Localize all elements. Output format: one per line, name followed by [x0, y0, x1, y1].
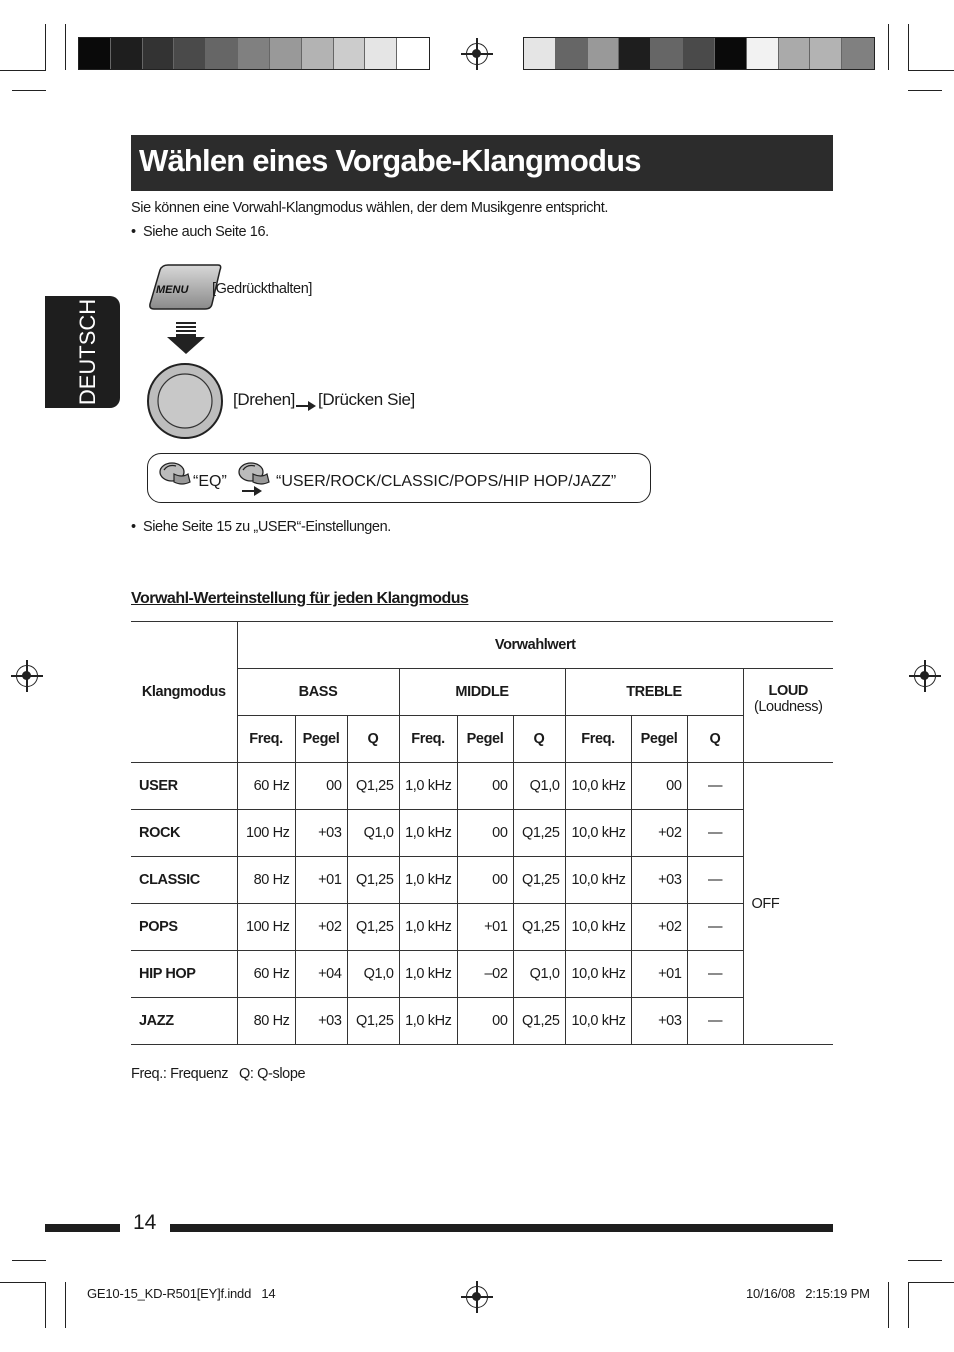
group-header-middle: MIDDLE	[399, 669, 565, 716]
crop-mark	[12, 1260, 46, 1261]
bass-level-cell: +01	[295, 857, 347, 904]
bass-q-cell: Q1,25	[347, 998, 399, 1045]
middle-q-cell: Q1,25	[513, 810, 565, 857]
crop-mark	[888, 1282, 889, 1328]
bass-q-cell: Q1,25	[347, 763, 399, 810]
bullet-user-settings	[131, 519, 391, 535]
eq-mode-options: “USER/ROCK/CLASSIC/POPS/HIP HOP/JAZZ”	[276, 473, 617, 490]
bass-freq-cell: 100 Hz	[237, 810, 295, 857]
treble-q-cell: —	[687, 810, 743, 857]
intro-text: Sie können eine Vorwahl-Klangmodus wählen, der dem Musikgenre entspricht.	[131, 200, 608, 216]
bass-freq-cell: 60 Hz	[237, 951, 295, 998]
treble-freq-cell: 10,0 kHz	[565, 810, 631, 857]
mode-cell: HIP HOP	[131, 951, 237, 998]
middle-level-cell: 00	[457, 998, 513, 1045]
slug-date-time: 10/16/08 2:15:19 PM	[746, 1286, 870, 1301]
footer-bar	[45, 1224, 120, 1232]
registration-mark-icon	[466, 1286, 488, 1308]
color-swatch-strip-right	[523, 37, 875, 70]
down-arrow-icon	[166, 322, 206, 356]
loud-sub-label: (Loudness)	[753, 699, 823, 715]
col-header-preset: Vorwahlwert	[237, 622, 833, 669]
middle-level-cell: –02	[457, 951, 513, 998]
color-swatch-strip-left	[78, 37, 430, 70]
middle-level-cell: 00	[457, 810, 513, 857]
group-header-treble: TREBLE	[565, 669, 743, 716]
sub-header-q: Q	[513, 716, 565, 763]
crop-mark	[888, 24, 889, 70]
table-row	[131, 763, 833, 810]
bullet-see-also	[131, 224, 269, 240]
right-arrow-icon	[242, 483, 262, 493]
sub-header-q: Q	[687, 716, 743, 763]
crop-mark	[12, 90, 46, 91]
sub-header-freq: Freq.	[565, 716, 631, 763]
group-header-bass: BASS	[237, 669, 399, 716]
bass-freq-cell: 100 Hz	[237, 904, 295, 951]
crop-mark	[65, 24, 66, 70]
bass-q-cell: Q1,25	[347, 904, 399, 951]
treble-level-cell: +02	[631, 904, 687, 951]
treble-q-cell: —	[687, 904, 743, 951]
middle-freq-cell: 1,0 kHz	[399, 763, 457, 810]
menu-action-text: [Gedrückthalten]	[212, 281, 312, 297]
treble-level-cell: +01	[631, 951, 687, 998]
table-row	[131, 857, 833, 904]
bass-freq-cell: 80 Hz	[237, 857, 295, 904]
middle-freq-cell: 1,0 kHz	[399, 810, 457, 857]
sub-header-freq: Freq.	[237, 716, 295, 763]
registration-mark-icon	[16, 665, 38, 687]
bass-level-cell: +02	[295, 904, 347, 951]
page-number: 14	[133, 1211, 157, 1234]
bass-q-cell: Q1,0	[347, 951, 399, 998]
middle-freq-cell: 1,0 kHz	[399, 857, 457, 904]
knob-action-turn: [Drehen]	[233, 390, 296, 409]
treble-freq-cell: 10,0 kHz	[565, 763, 631, 810]
middle-q-cell: Q1,0	[513, 763, 565, 810]
treble-freq-cell: 10,0 kHz	[565, 857, 631, 904]
table-row	[131, 951, 833, 998]
bass-level-cell: 00	[295, 763, 347, 810]
crop-mark	[45, 1282, 46, 1328]
treble-q-cell: —	[687, 763, 743, 810]
right-arrow-icon	[296, 398, 316, 408]
crop-mark	[0, 70, 46, 71]
middle-level-cell: 00	[457, 763, 513, 810]
bass-level-cell: +03	[295, 810, 347, 857]
table-row	[131, 904, 833, 951]
bass-level-cell: +04	[295, 951, 347, 998]
sub-header-level: Pegel	[457, 716, 513, 763]
treble-q-cell: —	[687, 857, 743, 904]
sub-header-level: Pegel	[631, 716, 687, 763]
bass-q-cell: Q1,25	[347, 857, 399, 904]
crop-mark	[908, 1282, 909, 1328]
treble-level-cell: +03	[631, 998, 687, 1045]
slug-file-info: GE10-15_KD-R501[EY]f.indd 14	[87, 1286, 276, 1301]
crop-mark	[65, 1282, 66, 1328]
middle-freq-cell: 1,0 kHz	[399, 951, 457, 998]
crop-mark	[0, 1282, 46, 1283]
bass-level-cell: +03	[295, 998, 347, 1045]
bullet-dot: •	[131, 519, 143, 535]
treble-freq-cell: 10,0 kHz	[565, 904, 631, 951]
table-legend: Freq.: Frequenz Q: Q-slope	[131, 1066, 306, 1082]
crop-mark	[908, 24, 909, 70]
bass-freq-cell: 80 Hz	[237, 998, 295, 1045]
treble-freq-cell: 10,0 kHz	[565, 951, 631, 998]
sub-header-level: Pegel	[295, 716, 347, 763]
crop-mark	[908, 90, 942, 91]
crop-mark	[908, 1282, 954, 1283]
treble-freq-cell: 10,0 kHz	[565, 998, 631, 1045]
preset-value-table	[131, 621, 833, 1045]
middle-level-cell: 00	[457, 857, 513, 904]
loud-label: LOUD	[768, 683, 808, 699]
title-bar	[131, 135, 833, 191]
mode-cell: USER	[131, 763, 237, 810]
registration-mark-icon	[466, 43, 488, 65]
crop-mark	[45, 24, 46, 70]
treble-level-cell: +02	[631, 810, 687, 857]
mode-cell: JAZZ	[131, 998, 237, 1045]
sub-header-q: Q	[347, 716, 399, 763]
menu-button-label: MENU	[156, 284, 189, 296]
crop-mark	[908, 70, 954, 71]
treble-level-cell: 00	[631, 763, 687, 810]
footer-bar	[170, 1224, 833, 1232]
crop-mark	[908, 1260, 942, 1261]
mode-cell: CLASSIC	[131, 857, 237, 904]
loud-value-cell: OFF	[743, 763, 833, 1045]
turn-knob-icon	[158, 460, 192, 488]
middle-q-cell: Q1,25	[513, 998, 565, 1045]
middle-q-cell: Q1,0	[513, 951, 565, 998]
middle-freq-cell: 1,0 kHz	[399, 904, 457, 951]
bass-freq-cell: 60 Hz	[237, 763, 295, 810]
mode-cell: POPS	[131, 904, 237, 951]
middle-level-cell: +01	[457, 904, 513, 951]
col-header-mode: Klangmodus	[131, 622, 237, 763]
sub-header-freq: Freq.	[399, 716, 457, 763]
knob-action-press: [Drücken Sie]	[318, 390, 415, 409]
section-heading: Vorwahl-Werteinstellung für jeden Klangmodus	[131, 590, 469, 607]
middle-q-cell: Q1,25	[513, 857, 565, 904]
control-knob-icon	[146, 362, 224, 440]
eq-first-option: “EQ”	[193, 473, 227, 490]
treble-q-cell: —	[687, 998, 743, 1045]
page-title: Wählen eines Vorgabe-Klangmodus	[139, 143, 641, 178]
table-row	[131, 810, 833, 857]
treble-q-cell: —	[687, 951, 743, 998]
mode-cell: ROCK	[131, 810, 237, 857]
language-label: DEUTSCH	[75, 298, 100, 406]
registration-mark-icon	[914, 665, 936, 687]
middle-freq-cell: 1,0 kHz	[399, 998, 457, 1045]
treble-level-cell: +03	[631, 857, 687, 904]
table-row	[131, 998, 833, 1045]
language-side-tab	[45, 296, 120, 408]
group-header-loud	[743, 669, 833, 763]
bullet-user-settings-text: Siehe Seite 15 zu „USER“-Einstellungen.	[142, 519, 391, 535]
middle-q-cell: Q1,25	[513, 904, 565, 951]
bullet-dot: •	[131, 224, 143, 240]
bass-q-cell: Q1,0	[347, 810, 399, 857]
bullet-see-also-text: Siehe auch Seite 16.	[142, 224, 269, 240]
